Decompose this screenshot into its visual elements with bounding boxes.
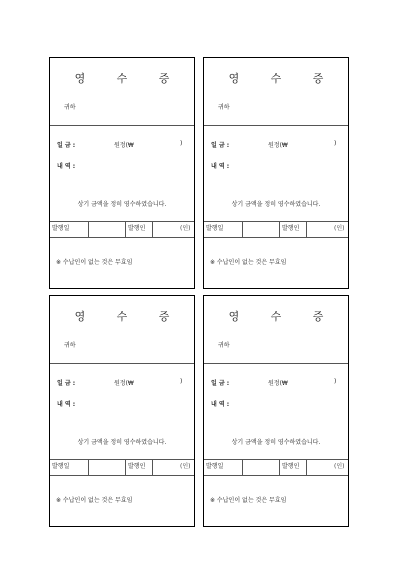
receipt-title: 영 수 증 [74, 310, 184, 323]
recipient-label: 귀하 [64, 104, 76, 111]
receipt-card [203, 295, 349, 527]
receipt-body [50, 363, 194, 460]
issuer-divider [306, 459, 307, 475]
issue-date-label: 발행일 [52, 463, 70, 470]
seal-label: (인) [334, 463, 345, 470]
receipt-body [50, 125, 194, 222]
amount-label: 일 금 : [211, 380, 230, 387]
amount-label: 일 금 : [211, 142, 230, 149]
validity-note: ※ 수납인이 없는 것은 무효임 [56, 497, 133, 504]
seal-label: (인) [334, 225, 345, 232]
issue-date-field[interactable] [242, 221, 280, 237]
seal-label: (인) [180, 463, 191, 470]
detail-label: 내 역 : [211, 163, 230, 170]
amount-text: 원정(₩ [114, 380, 134, 387]
issue-date-field[interactable] [242, 459, 280, 475]
issuer-divider [152, 459, 153, 475]
receipt-header [50, 58, 194, 126]
amount-text: 원정(₩ [268, 380, 288, 387]
issue-row [204, 459, 348, 476]
detail-label: 내 역 : [57, 163, 76, 170]
issue-date-field[interactable] [88, 221, 126, 237]
receipt-header [204, 58, 348, 126]
validity-note: ※ 수납인이 없는 것은 무효임 [210, 259, 287, 266]
receipt-card [49, 295, 195, 527]
issue-row [50, 459, 194, 476]
receipt-title: 영 수 증 [74, 72, 184, 85]
amount-close-paren: ) [334, 140, 337, 147]
issuer-label: 발행인 [128, 225, 146, 232]
seal-label: (인) [180, 225, 191, 232]
confirm-text: 상기 금액을 정히 영수하였습니다. [77, 439, 167, 446]
recipient-label: 귀하 [218, 104, 230, 111]
amount-close-paren: ) [180, 378, 183, 385]
validity-note: ※ 수납인이 없는 것은 무효임 [56, 259, 133, 266]
receipt-title: 영 수 증 [228, 310, 338, 323]
issue-date-label: 발행일 [52, 225, 70, 232]
issue-row [204, 221, 348, 238]
amount-text: 원정(₩ [114, 142, 134, 149]
issuer-divider [152, 221, 153, 237]
validity-note: ※ 수납인이 없는 것은 무효임 [210, 497, 287, 504]
amount-text: 원정(₩ [268, 142, 288, 149]
amount-close-paren: ) [334, 378, 337, 385]
receipt-body [204, 125, 348, 222]
recipient-label: 귀하 [64, 342, 76, 349]
issuer-divider [306, 221, 307, 237]
issuer-label: 발행인 [282, 225, 300, 232]
receipt-header [204, 296, 348, 364]
issue-date-field[interactable] [88, 459, 126, 475]
issue-row [50, 221, 194, 238]
receipt-card [49, 57, 195, 289]
issuer-label: 발행인 [128, 463, 146, 470]
detail-label: 내 역 : [211, 401, 230, 408]
amount-close-paren: ) [180, 140, 183, 147]
receipt-body [204, 363, 348, 460]
confirm-text: 상기 금액을 정히 영수하였습니다. [77, 201, 167, 208]
receipt-header [50, 296, 194, 364]
confirm-text: 상기 금액을 정히 영수하였습니다. [231, 201, 321, 208]
amount-label: 일 금 : [57, 380, 76, 387]
confirm-text: 상기 금액을 정히 영수하였습니다. [231, 439, 321, 446]
detail-label: 내 역 : [57, 401, 76, 408]
amount-label: 일 금 : [57, 142, 76, 149]
receipt-card [203, 57, 349, 289]
issuer-label: 발행인 [282, 463, 300, 470]
issue-date-label: 발행일 [206, 463, 224, 470]
receipt-title: 영 수 증 [228, 72, 338, 85]
issue-date-label: 발행일 [206, 225, 224, 232]
recipient-label: 귀하 [218, 342, 230, 349]
